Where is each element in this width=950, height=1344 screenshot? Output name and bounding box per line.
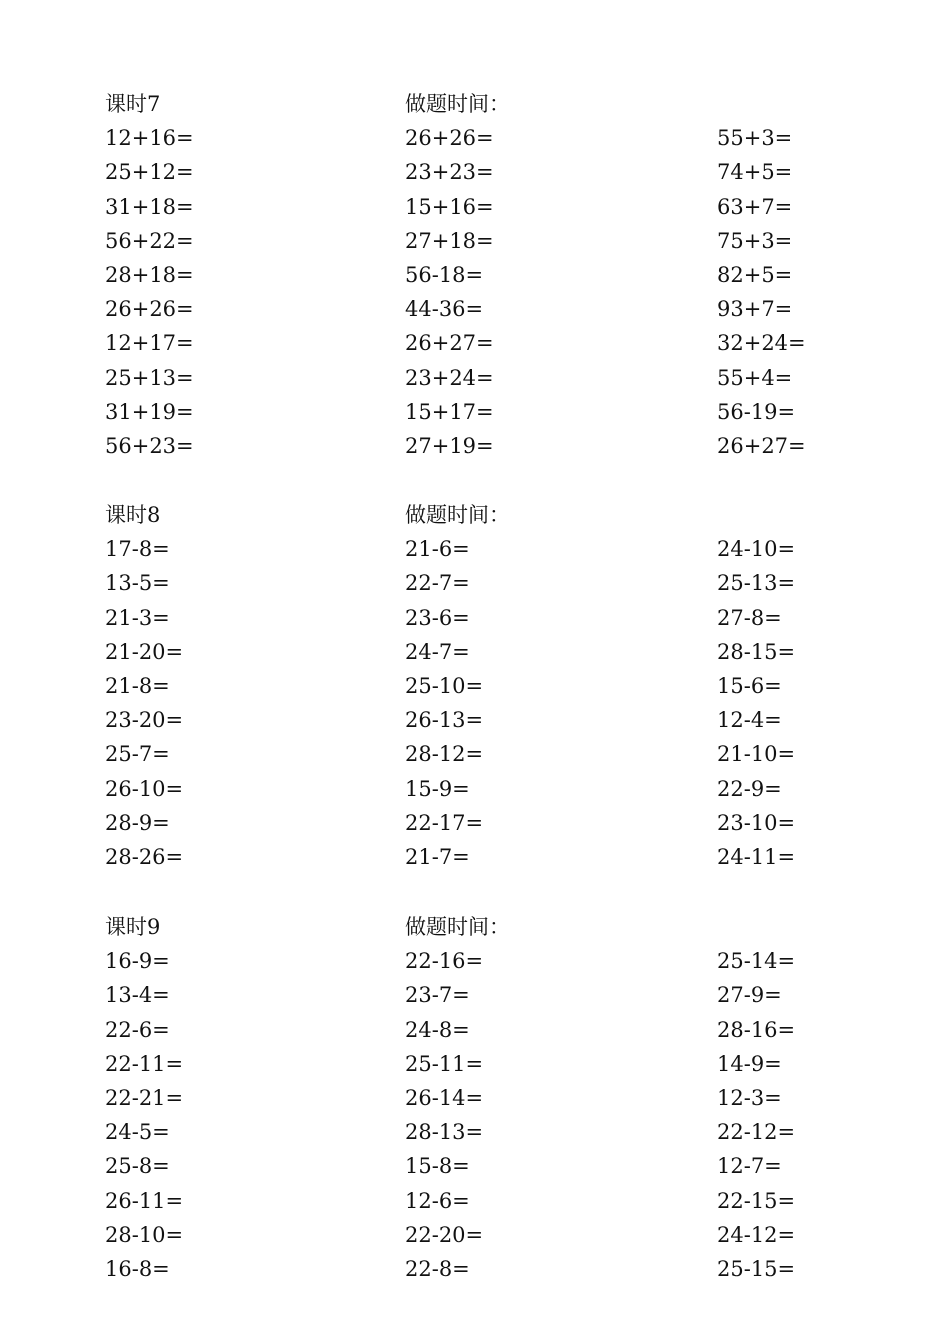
math-problem: 15+16= [405,195,494,219]
math-problem: 28-26= [105,845,184,869]
math-problem: 26-14= [405,1086,484,1110]
math-problem: 28-15= [717,640,796,664]
math-problem: 27+18= [405,229,494,253]
math-problem: 28-16= [717,1018,796,1042]
math-problem: 13-4= [105,983,170,1007]
math-problem: 82+5= [717,263,793,287]
math-problem: 25-14= [717,949,796,973]
math-problem: 25-7= [105,742,170,766]
math-problem: 25-8= [105,1154,170,1178]
math-problem: 63+7= [717,195,793,219]
math-problem: 23+23= [405,160,494,184]
time-label: 做题时间： [405,503,510,527]
math-problem: 12+16= [105,126,194,150]
math-problem: 56+23= [105,434,194,458]
math-problem: 22-9= [717,777,782,801]
math-problem: 25-10= [405,674,484,698]
time-label: 做题时间： [405,915,510,939]
math-problem: 31+18= [105,195,194,219]
math-problem: 14-9= [717,1052,782,1076]
math-problem: 21-6= [405,537,470,561]
math-problem: 27-8= [717,606,782,630]
math-problem: 23+24= [405,366,494,390]
math-problem: 26-10= [105,777,184,801]
math-problem: 12+17= [105,331,194,355]
math-problem: 22-7= [405,571,470,595]
math-problem: 15-9= [405,777,470,801]
math-problem: 26+27= [717,434,806,458]
math-problem: 12-4= [717,708,782,732]
math-problem: 93+7= [717,297,793,321]
math-problem: 12-6= [405,1189,470,1213]
math-problem: 28-12= [405,742,484,766]
math-problem: 24-5= [105,1120,170,1144]
math-problem: 26+26= [405,126,494,150]
math-problem: 32+24= [717,331,806,355]
math-problem: 22-11= [105,1052,184,1076]
math-problem: 17-8= [105,537,170,561]
math-problem: 23-10= [717,811,796,835]
math-problem: 28-10= [105,1223,184,1247]
math-problem: 21-7= [405,845,470,869]
math-problem: 55+4= [717,366,793,390]
math-problem: 15-6= [717,674,782,698]
math-problem: 23-6= [405,606,470,630]
math-problem: 15+17= [405,400,494,424]
lesson-title: 课时8 [105,503,161,527]
math-problem: 25+13= [105,366,194,390]
math-problem: 22-16= [405,949,484,973]
math-problem: 15-8= [405,1154,470,1178]
math-problem: 25-11= [405,1052,484,1076]
math-problem: 16-9= [105,949,170,973]
lesson-title: 课时9 [105,915,161,939]
math-problem: 21-8= [105,674,170,698]
math-problem: 24-8= [405,1018,470,1042]
math-problem: 56-18= [405,263,484,287]
math-problem: 25+12= [105,160,194,184]
math-problem: 25-15= [717,1257,796,1281]
math-problem: 56-19= [717,400,796,424]
math-problem: 23-20= [105,708,184,732]
math-problem: 22-21= [105,1086,184,1110]
math-problem: 25-13= [717,571,796,595]
math-problem: 21-3= [105,606,170,630]
math-problem: 28+18= [105,263,194,287]
math-problem: 21-10= [717,742,796,766]
math-problem: 24-7= [405,640,470,664]
math-problem: 13-5= [105,571,170,595]
math-problem: 44-36= [405,297,484,321]
math-problem: 22-6= [105,1018,170,1042]
math-problem: 22-8= [405,1257,470,1281]
math-problem: 12-3= [717,1086,782,1110]
lesson-title: 课时7 [105,92,161,116]
math-problem: 28-13= [405,1120,484,1144]
math-problem: 22-17= [405,811,484,835]
math-problem: 22-15= [717,1189,796,1213]
math-problem: 26+27= [405,331,494,355]
math-problem: 26-11= [105,1189,184,1213]
math-problem: 22-12= [717,1120,796,1144]
math-problem: 31+19= [105,400,194,424]
math-problem: 27-9= [717,983,782,1007]
math-problem: 22-20= [405,1223,484,1247]
math-problem: 74+5= [717,160,793,184]
math-problem: 27+19= [405,434,494,458]
math-problem: 26+26= [105,297,194,321]
time-label: 做题时间： [405,92,510,116]
math-problem: 24-11= [717,845,796,869]
math-problem: 75+3= [717,229,793,253]
math-problem: 12-7= [717,1154,782,1178]
math-problem: 21-20= [105,640,184,664]
math-problem: 28-9= [105,811,170,835]
math-problem: 56+22= [105,229,194,253]
math-problem: 16-8= [105,1257,170,1281]
math-problem: 55+3= [717,126,793,150]
math-problem: 24-10= [717,537,796,561]
math-problem: 23-7= [405,983,470,1007]
math-problem: 26-13= [405,708,484,732]
math-problem: 24-12= [717,1223,796,1247]
